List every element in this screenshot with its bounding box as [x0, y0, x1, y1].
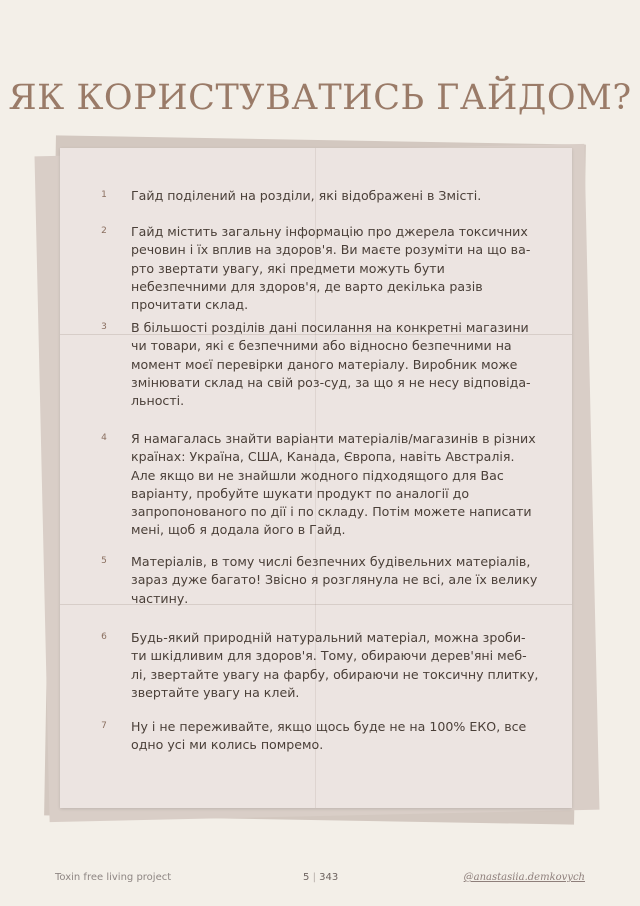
item-text: Ну і не переживайте, якщо щось буде не на 100% ЕКО, все одно усі ми колись помремо.	[131, 719, 527, 753]
page-current: 5	[303, 872, 310, 883]
paper-sheet	[60, 148, 572, 808]
item-number: 4	[101, 433, 107, 443]
page-number	[303, 872, 338, 883]
item-text: В більшості розділів дані посилання на конкретні магазини чи товари, які є безпечними або відносно безпечними на момент моєї перевірки даного матеріалу. Виробник може змінювати склад на свій роз-суд, за що я не несу відповіда-льності.	[131, 320, 531, 409]
footer-project: Toxin free living project	[55, 872, 172, 883]
item-text: Гайд поділений на розділи, які відображені в Змісті.	[131, 188, 482, 203]
item-number: 2	[101, 226, 107, 236]
item-text: Гайд містить загальну інформацію про джерела токсичних речовин і їх вплив на здоров'я. Ви маєте розуміти на що ва-рто звертати увагу, які предмети можуть бути небезпечними для здоров'я, де варто декілька разів прочитати склад.	[131, 224, 531, 313]
item-number: 1	[101, 190, 107, 200]
item-number: 5	[101, 556, 107, 566]
item-text: Я намагалась знайти варіанти матеріалів/магазинів в різних країнах: Україна, США, Канада, Європа, навіть Австралія. Але якщо ви не знайшли жодного підходящого для Вас варіанту, пробуйте шукати продукт по аналогії до запропонованого по дії і по складу. Потім можете написати мені, щоб я додала його в Гайд.	[131, 431, 536, 538]
item-text: Матеріалів, в тому числі безпечних будівельних матеріалів, зараз дуже багато! Звісно я розглянула не всі, але їх велику частину.	[131, 554, 538, 606]
item-number: 6	[101, 632, 107, 642]
item-text: Будь-який природній натуральний матеріал, можна зроби-ти шкідливим для здоров'я. Тому, обираючи дерев'яні меб-лі, звертайте увагу на фарбу, обираючи не токсичну плитку, звертайте увагу на клей.	[131, 630, 539, 700]
page-total: 343	[319, 872, 339, 883]
author-handle-link[interactable]: @anastasiia.demkovych	[463, 872, 585, 883]
page-title: ЯК КОРИСТУВАТИСЬ ГАЙДОМ?	[8, 78, 632, 118]
item-number: 7	[101, 721, 107, 731]
item-number: 3	[101, 322, 107, 332]
page-separator: |	[312, 872, 316, 883]
